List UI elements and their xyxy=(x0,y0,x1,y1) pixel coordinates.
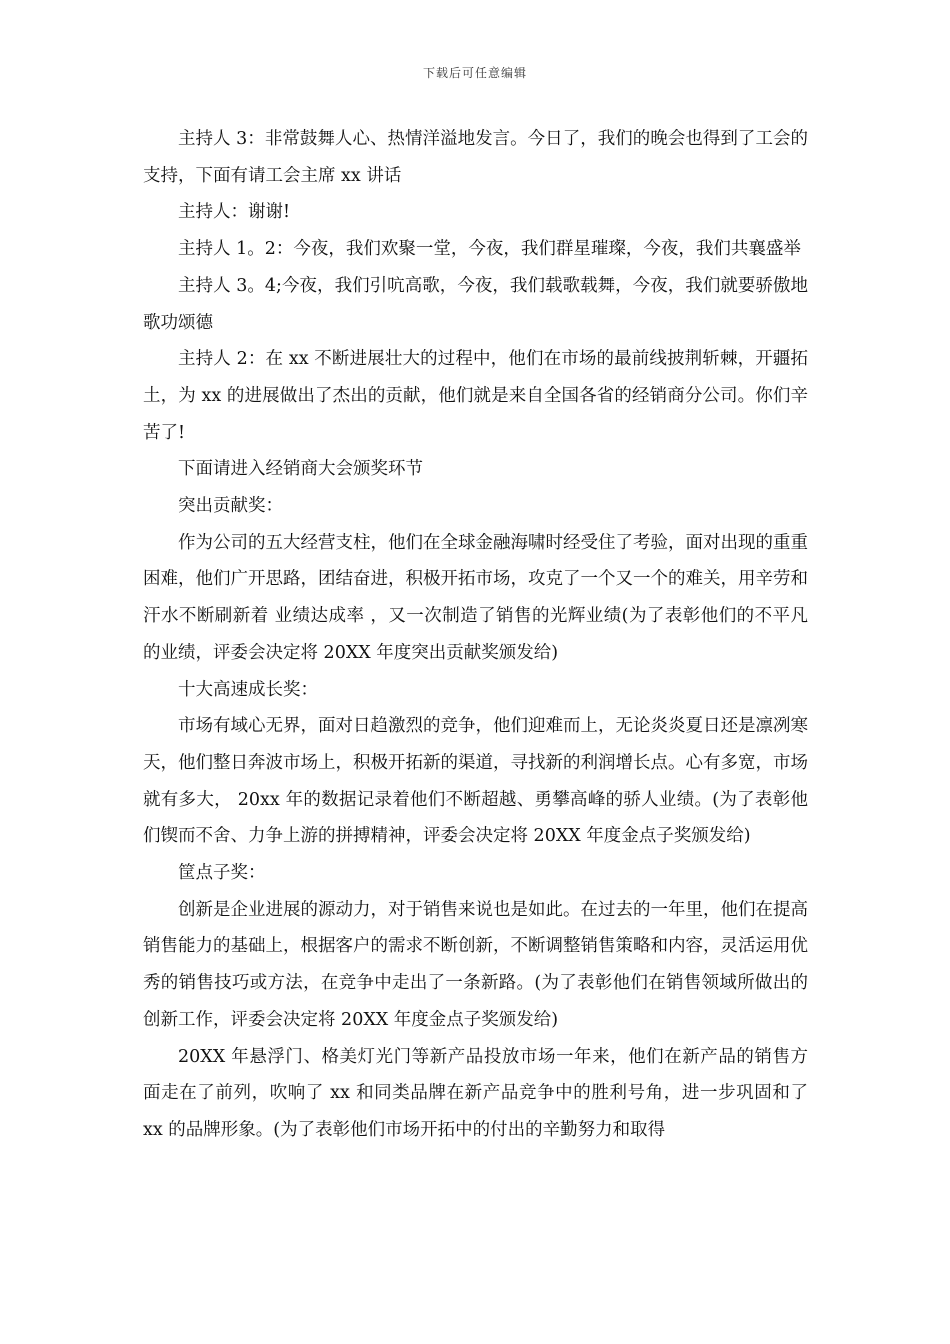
page-header: 下载后可任意编辑 xyxy=(422,66,527,80)
paragraph-host12-tonight: 主持人 1。2：今夜，我们欢聚一堂，今夜，我们群星璀璨，今夜，我们共襄盛举 xyxy=(178,239,801,260)
heading-outstanding-contribution-award: 突出贡献奖： xyxy=(178,496,283,517)
paragraph-rapid-growth: 市场有域心无界，面对日趋激烈的竞争，他们迎难而上，无论炎炎夏日还是凛冽寒天，他们整日奔波市场上，积极开拓新的渠道，寻找新的利润增长点。心有多宽，市场就有多大， 20xx 年的数据记录着他们不断超越、勇攀高峰的骄人业绩。(为了表彰他们锲而不舍、力争上游的拼搏精神，评委会决定将 20XX 年度金点子奖颁发给) xyxy=(143,716,808,847)
paragraph-award-section-intro: 下面请进入经销商大会颁奖环节 xyxy=(178,459,423,480)
paragraph-innovation: 创新是企业进展的源动力，对于销售来说也是如此。在过去的一年里，他们在提高销售能力的基础上，根据客户的需求不断创新，不断调整销售策略和内容，灵活运用优秀的销售技巧或方法，在竞争中走出了一条新路。(为了表彰他们在销售领域所做出的创新工作，评委会决定将 20XX 年度金点子奖颁发给) xyxy=(143,899,808,1030)
paragraph-outstanding-contribution: 作为公司的五大经营支柱，他们在全球金融海啸时经受住了考验，面对出现的重重困难，他们广开思路，团结奋进，积极开拓市场，攻克了一个又一个的难关，用辛劳和汗水不断刷新着 业绩达成率 ，又一次制造了销售的光辉业绩(为了表彰他们的不平凡的业绩，评委会决定将 20XX 年度突出贡献奖颁发给) xyxy=(143,532,808,663)
paragraph-host3-speech: 主持人 3：非常鼓舞人心、热情洋溢地发言。今日了，我们的晚会也得到了工会的支持，下面有请工会主席 xx 讲话 xyxy=(143,129,808,186)
paragraph-host-thanks: 主持人：谢谢! xyxy=(178,202,291,223)
heading-rapid-growth-award: 十大高速成长奖： xyxy=(178,679,318,700)
paragraph-host34-tonight: 主持人 3。4;今夜，我们引吭高歌，今夜，我们载歌载舞，今夜，我们就要骄傲地歌功颂德 xyxy=(143,275,808,333)
paragraph-new-products: 20XX 年悬浮门、格美灯光门等新产品投放市场一年来，他们在新产品的销售方面走在了前列，吹响了 xx 和同类品牌在新产品竞争中的胜利号角，进一步巩固和了 xx 的品牌形象。(为了表彰他们市场开拓中的付出的辛勤努力和取得 xyxy=(143,1046,808,1140)
paragraph-host2-distributors: 主持人 2：在 xx 不断进展壮大的过程中，他们在市场的最前线披荆斩棘，开疆拓土，为 xx 的进展做出了杰出的贡献，他们就是来自全国各省的经销商分公司。你们辛苦了! xyxy=(143,349,808,443)
heading-idea-award: 筐点子奖： xyxy=(178,863,266,884)
document-body xyxy=(143,121,808,1149)
